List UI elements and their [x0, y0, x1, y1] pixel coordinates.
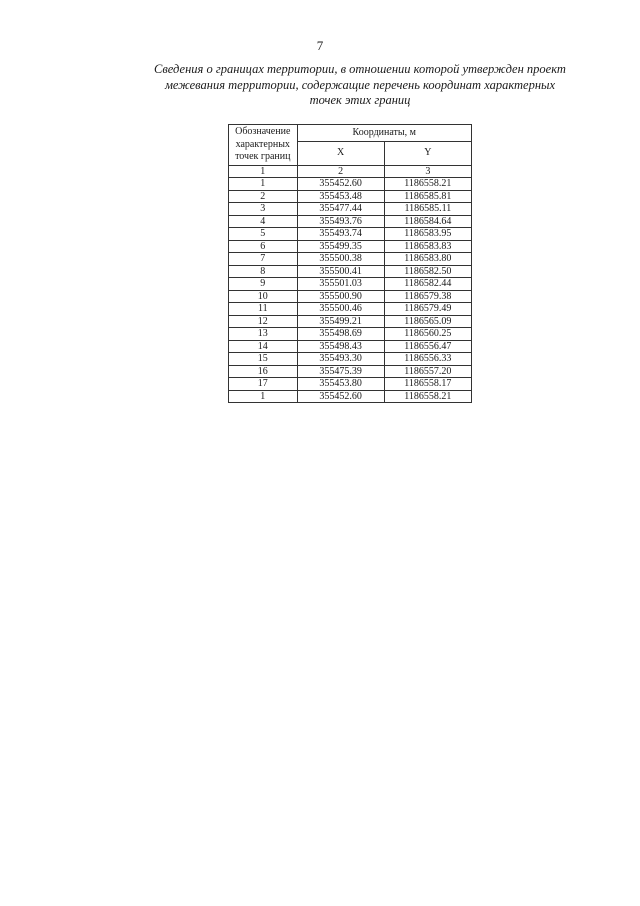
y-coordinate-cell: 1186585.11 [384, 203, 471, 216]
table-row [229, 390, 472, 403]
y-coordinate-cell: 1186556.47 [384, 340, 471, 353]
x-coordinate-cell: 355498.69 [297, 328, 384, 341]
table-row [229, 315, 472, 328]
x-coordinate-cell: 355493.74 [297, 228, 384, 241]
y-coordinate-cell: 1186579.38 [384, 290, 471, 303]
header-y: Y [384, 141, 471, 165]
header-x: X [297, 141, 384, 165]
table-row [229, 365, 472, 378]
point-number-cell: 12 [229, 315, 298, 328]
y-coordinate-cell: 1186582.44 [384, 278, 471, 291]
point-number-cell: 11 [229, 303, 298, 316]
point-number-cell: 17 [229, 378, 298, 391]
y-coordinate-cell: 1186557.20 [384, 365, 471, 378]
y-coordinate-cell: 1186582.50 [384, 265, 471, 278]
point-number-cell: 9 [229, 278, 298, 291]
y-coordinate-cell: 1186558.21 [384, 178, 471, 191]
point-number-cell: 6 [229, 240, 298, 253]
y-coordinate-cell: 1186560.25 [384, 328, 471, 341]
x-coordinate-cell: 355500.46 [297, 303, 384, 316]
header-point-designation [229, 125, 298, 166]
x-coordinate-cell: 355499.35 [297, 240, 384, 253]
header-point-line: Обозначение [235, 126, 291, 137]
y-coordinate-cell: 1186585.81 [384, 190, 471, 203]
index-cell: 1 [229, 165, 298, 178]
x-coordinate-cell: 355452.60 [297, 178, 384, 191]
y-coordinate-cell: 1186565.09 [384, 315, 471, 328]
y-coordinate-cell: 1186583.83 [384, 240, 471, 253]
point-number-cell: 8 [229, 265, 298, 278]
y-coordinate-cell: 1186579.49 [384, 303, 471, 316]
header-coordinates: Координаты, м [297, 125, 471, 142]
table-row [229, 290, 472, 303]
table-row [229, 340, 472, 353]
x-coordinate-cell: 355453.80 [297, 378, 384, 391]
header-point-line: характерных [235, 138, 290, 150]
table-row [229, 353, 472, 366]
index-cell: 2 [297, 165, 384, 178]
x-coordinate-cell: 355475.39 [297, 365, 384, 378]
point-number-cell: 2 [229, 190, 298, 203]
x-coordinate-cell: 355500.38 [297, 253, 384, 266]
table-row [229, 265, 472, 278]
y-coordinate-cell: 1186558.21 [384, 390, 471, 403]
heading-line: точек этих границ [309, 93, 411, 107]
coordinates-body [229, 178, 472, 403]
x-coordinate-cell: 355453.48 [297, 190, 384, 203]
point-number-cell: 15 [229, 353, 298, 366]
point-number-cell: 3 [229, 203, 298, 216]
table-row [229, 278, 472, 291]
y-coordinate-cell: 1186583.95 [384, 228, 471, 241]
x-coordinate-cell: 355452.60 [297, 390, 384, 403]
y-coordinate-cell: 1186558.17 [384, 378, 471, 391]
index-cell: 3 [384, 165, 471, 178]
y-coordinate-cell: 1186584.64 [384, 215, 471, 228]
point-number-cell: 16 [229, 365, 298, 378]
point-number-cell: 7 [229, 253, 298, 266]
table-row [229, 203, 472, 216]
point-number-cell: 10 [229, 290, 298, 303]
point-number-cell: 1 [229, 390, 298, 403]
x-coordinate-cell: 355493.76 [297, 215, 384, 228]
x-coordinate-cell: 355499.21 [297, 315, 384, 328]
y-coordinate-cell: 1186583.80 [384, 253, 471, 266]
point-number-cell: 4 [229, 215, 298, 228]
point-number-cell: 13 [229, 328, 298, 341]
heading-line: Сведения о границах территории, в отношении которой утвержден проект [154, 62, 566, 76]
x-coordinate-cell: 355498.43 [297, 340, 384, 353]
point-number-cell: 14 [229, 340, 298, 353]
heading-line: межевания территории, содержащие перечень координат характерных [164, 77, 556, 92]
table-row [229, 253, 472, 266]
table-row [229, 190, 472, 203]
table-row [229, 303, 472, 316]
x-coordinate-cell: 355500.41 [297, 265, 384, 278]
page-number: 7 [316, 38, 324, 53]
point-number-cell: 1 [229, 178, 298, 191]
document-heading [120, 62, 600, 109]
point-number-cell: 5 [229, 228, 298, 241]
table-row [229, 228, 472, 241]
table-row [229, 240, 472, 253]
x-coordinate-cell: 355500.90 [297, 290, 384, 303]
x-coordinate-cell: 355493.30 [297, 353, 384, 366]
table-row [229, 378, 472, 391]
x-coordinate-cell: 355501.03 [297, 278, 384, 291]
coordinates-table [228, 124, 472, 403]
table-row [229, 178, 472, 191]
table-row [229, 215, 472, 228]
table-row [229, 328, 472, 341]
y-coordinate-cell: 1186556.33 [384, 353, 471, 366]
x-coordinate-cell: 355477.44 [297, 203, 384, 216]
header-point-line: точек границ [235, 151, 291, 162]
